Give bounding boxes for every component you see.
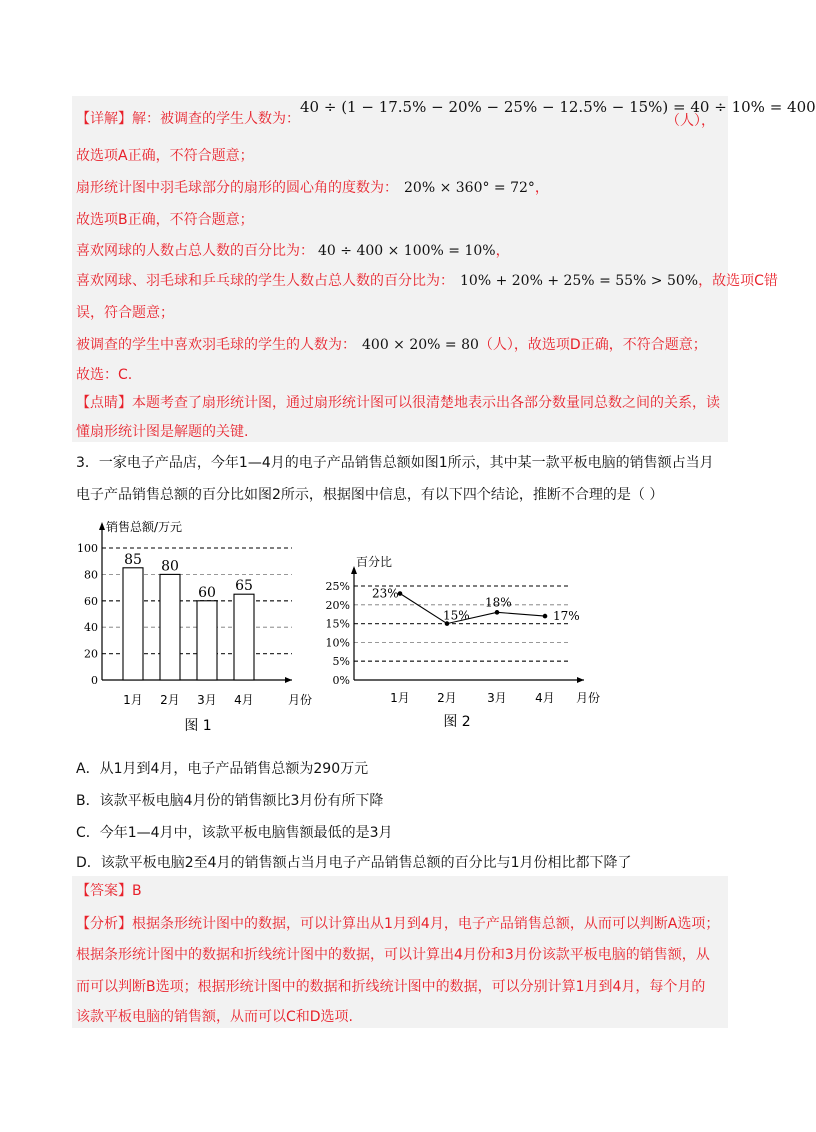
analysis-line-4: 该款平板电脑的销售额，从而可以C和D选项. — [76, 1009, 354, 1025]
x-axis-title: 月份 — [288, 693, 313, 707]
line-chart-figure2 — [322, 546, 612, 736]
bar-1 — [123, 568, 143, 680]
option-c-text: ，故选项C错 — [698, 273, 778, 289]
answer-value: B — [132, 883, 142, 899]
formula-percent-sum: 10% + 20% + 25% = 55% > 50% — [460, 273, 699, 289]
comment-label: 【点睛】 — [76, 395, 132, 411]
detail-line-8 — [76, 334, 707, 356]
x-tick-label: 1月 — [390, 691, 410, 705]
analysis-line-2: 根据条形统计图中的数据和折线统计图中的数据，可以计算出4月份和3月份该款平板电脑的销售额，从 — [76, 947, 710, 963]
bar-chart-figure1 — [77, 516, 320, 742]
detail-text: 喜欢网球的人数占总人数的百分比为： — [76, 243, 314, 259]
y-tick-label: 25% — [325, 580, 350, 593]
data-point-3 — [495, 610, 500, 615]
question-line-2: 电子产品销售总额的百分比如图2所示，根据图中信息，有以下四个结论，推断不合理的是（ ） — [76, 487, 664, 503]
detail-line-4: 故选项B正确，不符合题意； — [76, 212, 254, 228]
x-axis-title: 月份 — [576, 691, 601, 705]
comma: ， — [534, 180, 549, 196]
option-d-text: （人），故选项D正确，不符合题意； — [478, 337, 707, 353]
analysis-label: 【分析】 — [76, 916, 132, 932]
y-axis-arrow — [99, 522, 105, 530]
comma: ， — [495, 243, 510, 259]
detail-line-2: 故选项A正确，不符合题意； — [76, 148, 254, 164]
bar-value-label: 65 — [235, 578, 253, 595]
formula-angle: 20% × 360° = 72° — [404, 180, 535, 196]
detail-line-5 — [76, 240, 510, 262]
data-point-4 — [543, 614, 548, 619]
x-tick-label: 2月 — [160, 693, 180, 707]
x-axis-arrow — [285, 677, 292, 683]
point-value-label: 15% — [443, 608, 470, 623]
analysis-line-3: 而可以判断B选项；根据形统计图中的数据和折线统计图中的数据，可以分别计算1月到4月，每个月的 — [76, 979, 706, 995]
detail-text: 扇形统计图中羽毛球部分的扇形的圆心角的度数为： — [76, 180, 398, 196]
formula-students: 40 ÷ (1 − 17.5% − 20% − 25% − 12.5% − 15%) = 40 ÷ 10% = 400 — [300, 98, 816, 116]
y-axis-title: 百分比 — [356, 555, 393, 569]
y-tick-label: 15% — [325, 617, 350, 631]
y-tick-label: 10% — [325, 636, 350, 650]
x-tick-label: 2月 — [437, 691, 457, 705]
option-c: C．今年1—4月中，该款平板电脑售额最低的是3月 — [76, 825, 393, 841]
detail-line-3 — [76, 177, 549, 199]
option-d: D．该款平板电脑2至4月的销售额占当月电子产品销售总额的百分比与1月份相比都下降了 — [76, 855, 632, 871]
y-tick-label: 20% — [325, 598, 350, 612]
y-tick-label: 20 — [84, 647, 98, 661]
comment-text: 本题考查了扇形统计图，通过扇形统计图可以很清楚地表示出各部分数量同总数之间的关系，读 — [132, 395, 720, 411]
analysis-line-1 — [76, 913, 719, 935]
x-tick-label: 4月 — [234, 693, 254, 707]
y-tick-label: 80 — [84, 568, 98, 582]
option-a: A．从1月到4月，电子产品销售总额为290万元 — [76, 761, 369, 777]
detail-line-1 — [76, 108, 300, 130]
unit-person: （人）， — [666, 113, 715, 129]
answer-line — [76, 880, 142, 902]
y-tick-label: 0 — [91, 674, 98, 687]
detail-text: 解：被调查的学生人数为： — [132, 111, 300, 127]
x-tick-label: 3月 — [197, 693, 217, 707]
series-line — [400, 594, 545, 624]
comment-line-2: 懂扇形统计图是解题的关键. — [76, 424, 249, 440]
detail-line-7: 误，符合题意； — [76, 305, 174, 321]
point-value-label: 17% — [553, 609, 580, 624]
bar-value-label: 80 — [161, 558, 179, 575]
point-value-label: 18% — [485, 595, 512, 610]
figure-caption: 图 2 — [443, 714, 471, 730]
detail-text: 喜欢网球、羽毛球和乒乓球的学生人数占总人数的百分比为： — [76, 273, 454, 289]
answer-label: 【答案】 — [76, 883, 132, 899]
bar-4 — [234, 594, 254, 680]
analysis-text: 根据条形统计图中的数据，可以计算出从1月到4月，电子产品销售总额，从而可以判断A选项； — [132, 916, 720, 932]
y-tick-label: 40 — [84, 621, 98, 635]
question-line-1: 3．一家电子产品店，今年1—4月的电子产品销售总额如图1所示，其中某一款平板电脑的销售额占当月 — [76, 455, 714, 471]
y-tick-label: 100 — [77, 542, 98, 555]
formula-tennis: 40 ÷ 400 × 100% = 10% — [318, 243, 496, 259]
detail-line-9: 故选：C. — [76, 367, 133, 383]
detail-text: 被调查的学生中喜欢羽毛球的学生的人数为： — [76, 337, 356, 353]
comment-line-1 — [76, 392, 720, 414]
bar-3 — [197, 601, 217, 680]
y-tick-label: 0% — [332, 674, 350, 687]
y-tick-label: 60 — [84, 594, 98, 608]
bar-value-label: 60 — [198, 584, 216, 601]
option-b: B．该款平板电脑4月份的销售额比3月份有所下降 — [76, 793, 384, 809]
x-tick-label: 3月 — [487, 691, 507, 705]
bar-value-label: 85 — [124, 551, 142, 568]
detail-label: 【详解】 — [76, 111, 132, 127]
point-value-label: 23% — [372, 586, 399, 601]
detail-line-6 — [76, 270, 778, 292]
x-tick-label: 4月 — [535, 691, 555, 705]
bar-2 — [160, 574, 180, 680]
y-tick-label: 5% — [332, 655, 350, 669]
figure-caption: 图 1 — [184, 718, 212, 734]
x-axis-arrow — [577, 677, 584, 683]
x-tick-label: 1月 — [123, 693, 143, 707]
formula-badminton: 400 × 20% = 80 — [362, 337, 479, 353]
y-axis-title: 销售总额/万元 — [106, 520, 183, 534]
